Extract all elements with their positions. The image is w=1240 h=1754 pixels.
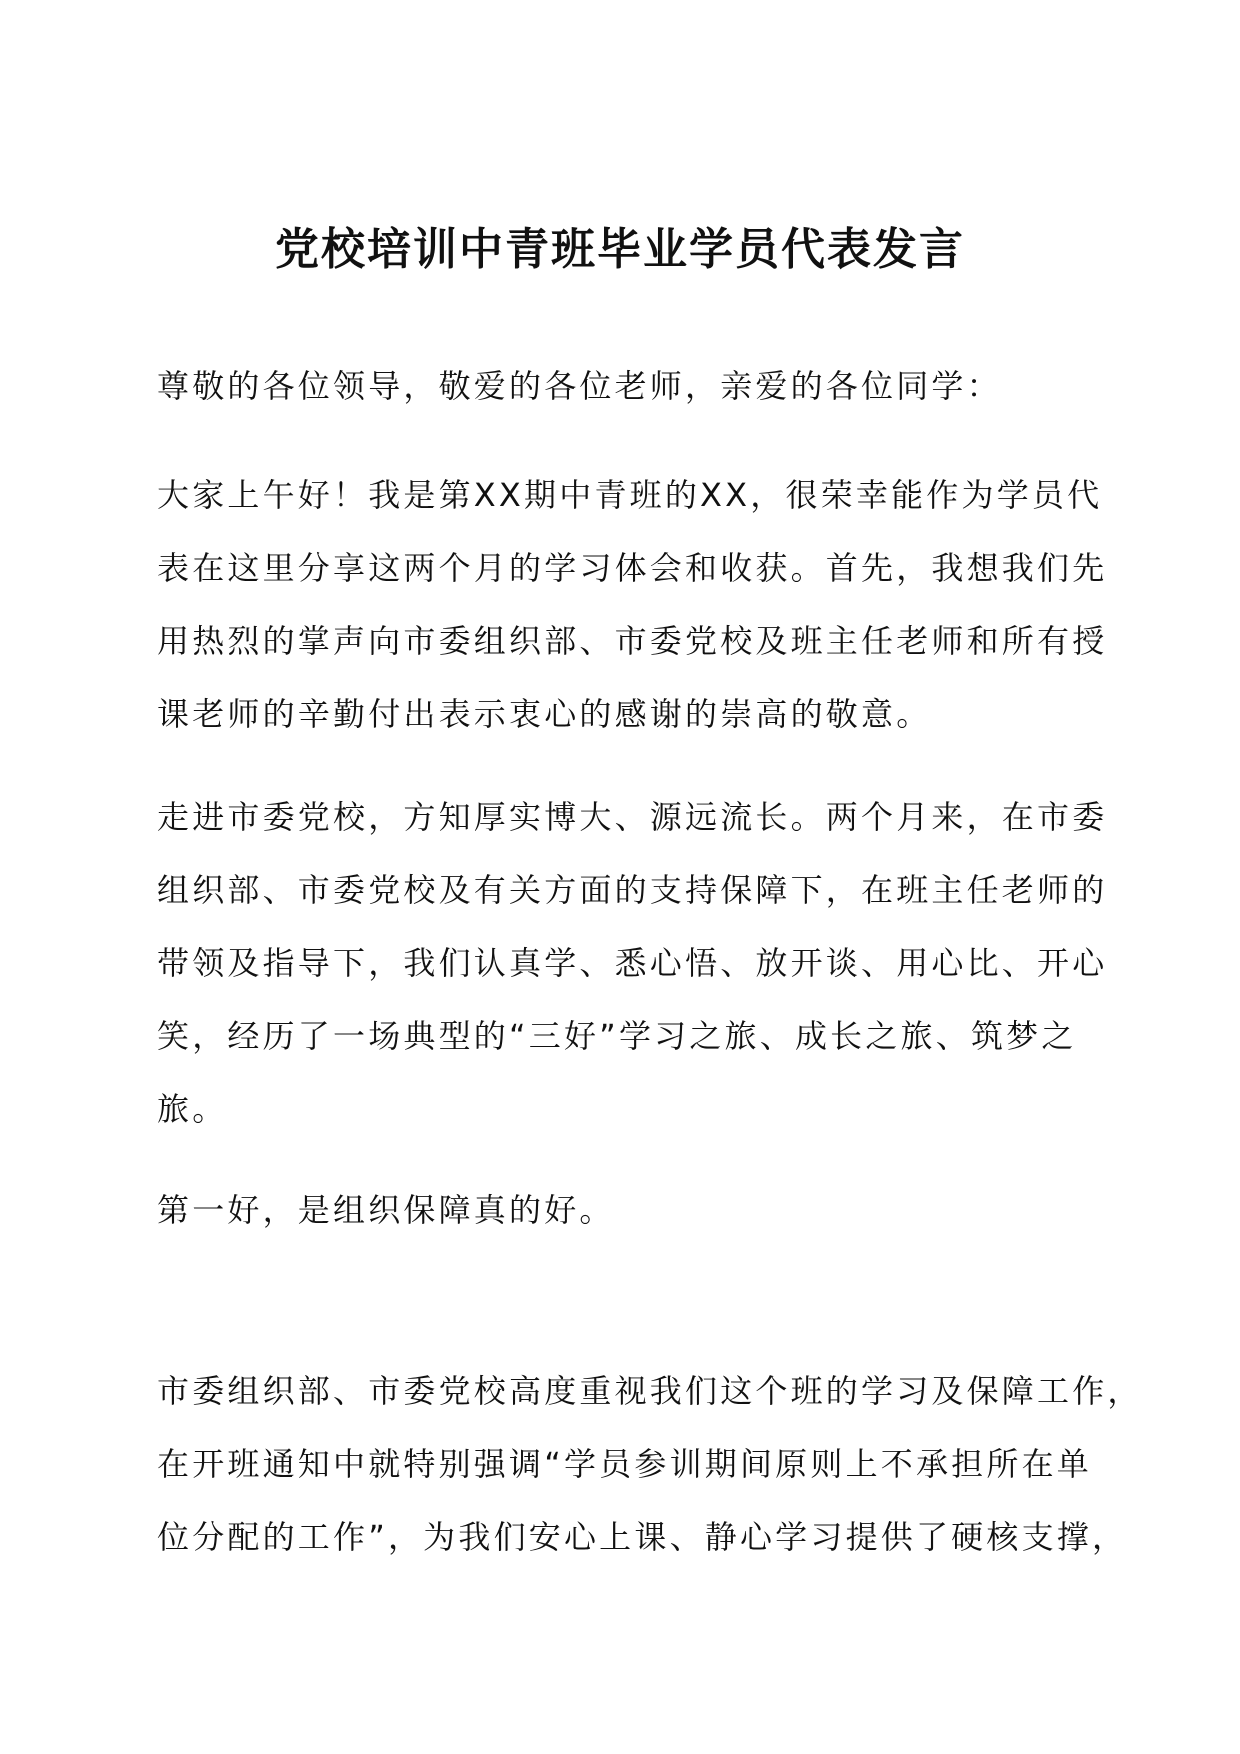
paragraph-line: 位分配的工作”，为我们安心上课、静心学习提供了硬核支撑， — [157, 1518, 1128, 1556]
salutation — [157, 350, 1077, 423]
section-heading-first — [157, 1174, 1077, 1247]
paragraph-intro — [157, 459, 1108, 751]
paragraph-organization — [157, 1355, 1143, 1574]
paragraph-journey — [157, 781, 1108, 1146]
document-title: 党校培训中青班毕业学员代表发言 — [275, 224, 965, 275]
paragraph-line: 组织部、市委党校及有关方面的支持保障下，在班主任老师的 — [157, 871, 1108, 909]
salutation-line: 尊敬的各位领导，敬爱的各位老师，亲爱的各位同学： — [157, 367, 1002, 405]
paragraph-line: 笑，经历了一场典型的“三好”学习之旅、成长之旅、筑梦之 — [157, 1017, 1077, 1055]
paragraph-line: 课老师的辛勤付出表示衷心的感谢的崇高的敬意。 — [157, 695, 932, 733]
paragraph-line: 在开班通知中就特别强调“学员参训期间原则上不承担所在单 — [157, 1445, 1092, 1483]
paragraph-line: 市委组织部、市委党校高度重视我们这个班的学习及保障工作， — [157, 1372, 1143, 1410]
paragraph-line: 表在这里分享这两个月的学习体会和收获。首先，我想我们先 — [157, 549, 1108, 587]
section-heading-line: 第一好，是组织保障真的好。 — [157, 1191, 615, 1229]
paragraph-line: 大家上午好！我是第XX期中青班的XX，很荣幸能作为学员代 — [157, 476, 1103, 514]
paragraph-line: 用热烈的掌声向市委组织部、市委党校及班主任老师和所有授 — [157, 622, 1108, 660]
paragraph-line: 旅。 — [157, 1090, 228, 1128]
paragraph-line: 走进市委党校，方知厚实博大、源远流长。两个月来，在市委 — [157, 798, 1108, 836]
paragraph-line: 带领及指导下，我们认真学、悉心悟、放开谈、用心比、开心 — [157, 944, 1108, 982]
